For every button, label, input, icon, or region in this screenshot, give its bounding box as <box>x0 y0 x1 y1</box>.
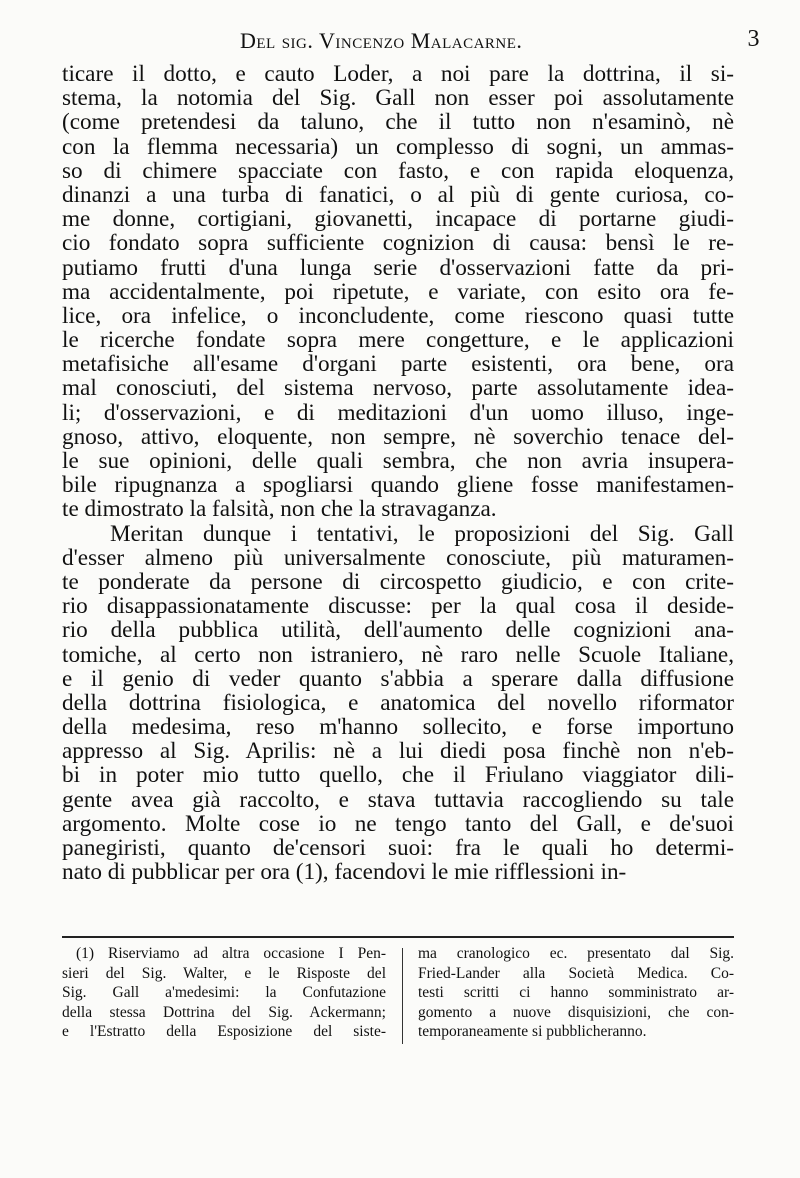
text-line: te ponderate da persone di circospetto giudicio, e con crite- <box>62 568 734 595</box>
text-line: Meritan dunque i tentativi, le proposizioni del Sig. Gall <box>110 520 734 547</box>
body-text <box>62 62 734 884</box>
text-line: (come pretendesi da taluno, che il tutto non n'esaminò, nè <box>62 109 734 136</box>
text-line: ticare il dotto, e cauto Loder, a noi pare la dottrina, il si- <box>62 61 734 87</box>
text-line: lice, ora infelice, o inconcludente, come riescono quasi tutte <box>62 302 734 329</box>
text-line: me donne, cortigiani, giovanetti, incapace di portarne giudi- <box>62 206 734 233</box>
footnote-line: (1) Riserviamo ad altra occasione I Pen- <box>76 945 386 962</box>
text-line: bi in poter mio tutto quello, che il Friulano viaggiator dili- <box>62 762 734 789</box>
text-line: e il genio di veder quanto s'abbia a sperare dalla diffusione <box>62 665 734 692</box>
footnote-line: della stessa Dottrina del Sig. Ackermann; <box>62 1003 386 1021</box>
text-line: li; d'osservazioni, e di meditazioni d'un uomo illuso, inge- <box>62 399 734 426</box>
text-line: te dimostrato la falsità, non che la stravaganza. <box>62 496 497 523</box>
text-line: d'esser almeno più universalmente conosciute, più maturamen- <box>62 544 734 571</box>
text-line: rio disappassionatamente discusse: per la qual cosa il deside- <box>62 593 734 620</box>
text-line: metafisiche all'esame d'organi parte esistenti, ora bene, ora <box>62 351 734 378</box>
footnote-line: testi scritti ci hanno somministrato ar- <box>418 984 734 1001</box>
text-line: della dottrina fisiologica, e anatomica del novello riformator <box>62 689 734 716</box>
text-line: nato di pubblicar per ora (1), facendovi le mie rifflessioni in- <box>62 859 627 886</box>
footnote-line: temporaneamente si pubblicheranno. <box>418 1023 647 1040</box>
text-line: panegiristi, quanto de'censori suoi: fra le quali ho determi- <box>62 835 734 861</box>
running-title: Del sig. Vincenzo Malacarne. <box>240 28 523 53</box>
page-number: 3 <box>747 26 760 52</box>
footnote-line: sieri del Sig. Walter, e le Risposte del <box>62 964 386 982</box>
text-line: le ricerche fondate sopra mere congetture, e le applicazioni <box>62 327 734 354</box>
footnote-column-right <box>418 944 734 1042</box>
footnote-column-left <box>62 944 386 1042</box>
text-line: putiamo frutti d'una lunga serie d'osservazioni fatte da pri- <box>62 254 734 281</box>
text-line: stema, la notomia del Sig. Gall non esser poi assolutamente <box>62 85 734 112</box>
footnote-line: ma cranologico ec. presentato dal Sig. <box>418 945 734 962</box>
page-header <box>62 22 760 56</box>
text-line: argomento. Molte cose io ne tengo tanto del Gall, e de'suoi <box>62 810 734 837</box>
footnote-line: e l'Estratto della Esposizione del siste- <box>62 1023 386 1040</box>
text-line: cio fondato sopra sufficiente cognizion di causa: bensì le re- <box>62 230 734 257</box>
text-line: le sue opinioni, delle quali sembra, che non avria insupera- <box>62 448 734 474</box>
text-line: con la flemma necessaria) un complesso di sogni, un ammas- <box>62 133 734 160</box>
text-line: mal conosciuti, del sistema nervoso, parte assolutamente idea- <box>62 375 734 402</box>
footnote-line: gomento a nuove disquisizioni, che con- <box>418 1003 734 1021</box>
text-line: ma accidentalmente, poi ripetute, e variate, con esito ora fe- <box>62 278 734 305</box>
text-line: della medesima, reso m'hanno sollecito, e forse importuno <box>62 714 734 741</box>
footnote-column-divider <box>402 948 403 1044</box>
text-line: rio della pubblica utilità, dell'aumento delle cognizioni ana- <box>62 617 734 644</box>
footnote-line: Sig. Gall a'medesimi: la Confutazione <box>62 984 386 1001</box>
text-line: gente avea già raccolto, e stava tuttavia raccogliendo su tale <box>62 786 734 813</box>
text-line: gnoso, attivo, eloquente, non sempre, nè soverchio tenace del- <box>62 423 734 450</box>
footnote-rule <box>62 936 734 938</box>
text-line: so di chimere spacciate con fasto, e con rapida eloquenza, <box>62 157 734 184</box>
text-line: appresso al Sig. Aprilis: nè a lui diedi posa finchè non n'eb- <box>62 738 734 765</box>
text-line: dinanzi a una turba di fanatici, o al più di gente curiosa, co- <box>62 181 734 208</box>
footnote-line: Fried-Lander alla Società Medica. Co- <box>418 964 734 982</box>
text-line: bile ripugnanza a spogliarsi quando gliene fosse manifestamen- <box>62 472 734 499</box>
text-line: tomiche, al certo non istraniero, nè raro nelle Scuole Italiane, <box>62 641 734 668</box>
